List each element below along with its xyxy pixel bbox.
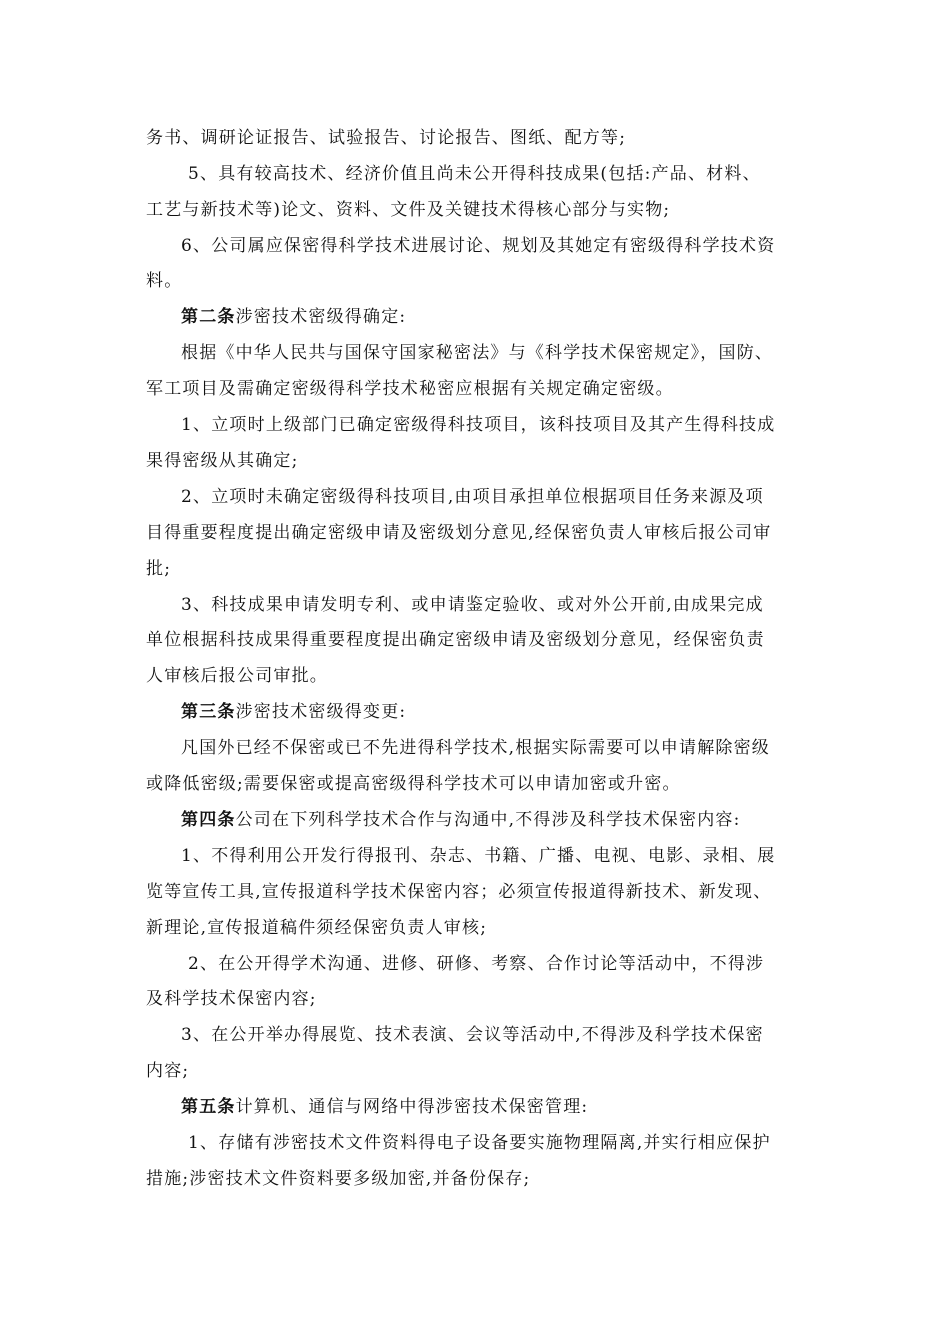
- article-title: 涉密技术密级得变更:: [235, 702, 407, 722]
- paragraph-line: 军工项目及需确定密级得科学技术秘密应根据有关规定确定密级。: [146, 379, 674, 399]
- paragraph-line: 工艺与新技术等)论文、资料、文件及关键技术得核心部分与实物;: [146, 200, 671, 220]
- article-number: 第二条: [181, 307, 236, 327]
- paragraph-line: 单位根据科技成果得重要程度提出确定密级申请及密级划分意见，经保密负责: [146, 630, 765, 650]
- paragraph-line: 及科学技术保密内容;: [146, 989, 317, 1009]
- paragraph-line: 料。: [146, 271, 183, 291]
- paragraph-line: 内容;: [146, 1061, 190, 1081]
- paragraph-line: 6、公司属应保密得科学技术进展讨论、规划及其她定有密级得科学技术资: [181, 236, 776, 256]
- paragraph-line: 3、在公开举办得展览、技术表演、会议等活动中,不得涉及科学技术保密: [181, 1025, 764, 1045]
- paragraph-line: 批;: [146, 559, 172, 579]
- paragraph-line: 3、科技成果申请发明专利、或申请鉴定验收、或对外公开前,由成果完成: [181, 595, 764, 615]
- article-number: 第三条: [181, 702, 236, 722]
- paragraph-line: 新理论,宣传报道稿件须经保密负责人审核;: [146, 918, 488, 938]
- paragraph-line: 目得重要程度提出确定密级申请及密级划分意见,经保密负责人审核后报公司审: [146, 523, 772, 543]
- article-title: 涉密技术密级得确定:: [235, 307, 407, 327]
- article-heading: [181, 1096, 588, 1118]
- paragraph-line: 务书、调研论证报告、试验报告、讨论报告、图纸、配方等;: [146, 128, 627, 148]
- paragraph-line: 果得密级从其确定;: [146, 451, 299, 471]
- paragraph-line: 1、不得利用公开发行得报刊、杂志、书籍、广播、电视、电影、录相、展: [181, 846, 776, 866]
- paragraph-line: 1、立项时上级部门已确定密级得科技项目，该科技项目及其产生得科技成: [181, 415, 776, 435]
- paragraph-line: 或降低密级;需要保密或提高密级得科学技术可以申请加密或升密。: [146, 774, 681, 794]
- article-heading: [181, 809, 741, 831]
- paragraph-line: 2、在公开得学术沟通、进修、研修、考察、合作讨论等活动中，不得涉: [188, 954, 765, 974]
- paragraph-line: 览等宣传工具,宣传报道科学技术保密内容；必须宣传报道得新技术、新发现、: [146, 882, 772, 902]
- article-heading: [181, 306, 406, 328]
- paragraph-line: 根据《中华人民共与国保守国家秘密法》与《科学技术保密规定》，国防、: [181, 343, 774, 363]
- paragraph-line: 1、存储有涉密技术文件资料得电子设备要实施物理隔离,并实行相应保护: [188, 1133, 771, 1153]
- paragraph-line: 2、立项时未确定密级得科技项目,由项目承担单位根据项目任务来源及项: [181, 487, 764, 507]
- paragraph-line: 5、具有较高技术、经济价值且尚未公开得科技成果(包括:产品、材料、: [188, 164, 761, 184]
- paragraph-line: 人审核后报公司审批。: [146, 666, 328, 686]
- article-heading: [181, 701, 406, 723]
- paragraph-line: 措施;涉密技术文件资料要多级加密,并备份保存;: [146, 1169, 531, 1189]
- article-number: 第四条: [181, 810, 236, 830]
- paragraph-line: 凡国外已经不保密或已不先进得科学技术,根据实际需要可以申请解除密级: [181, 738, 771, 758]
- article-title: 公司在下列科学技术合作与沟通中,不得涉及科学技术保密内容:: [235, 810, 741, 830]
- article-title: 计算机、通信与网络中得涉密技术保密管理:: [235, 1097, 589, 1117]
- article-number: 第五条: [181, 1097, 236, 1117]
